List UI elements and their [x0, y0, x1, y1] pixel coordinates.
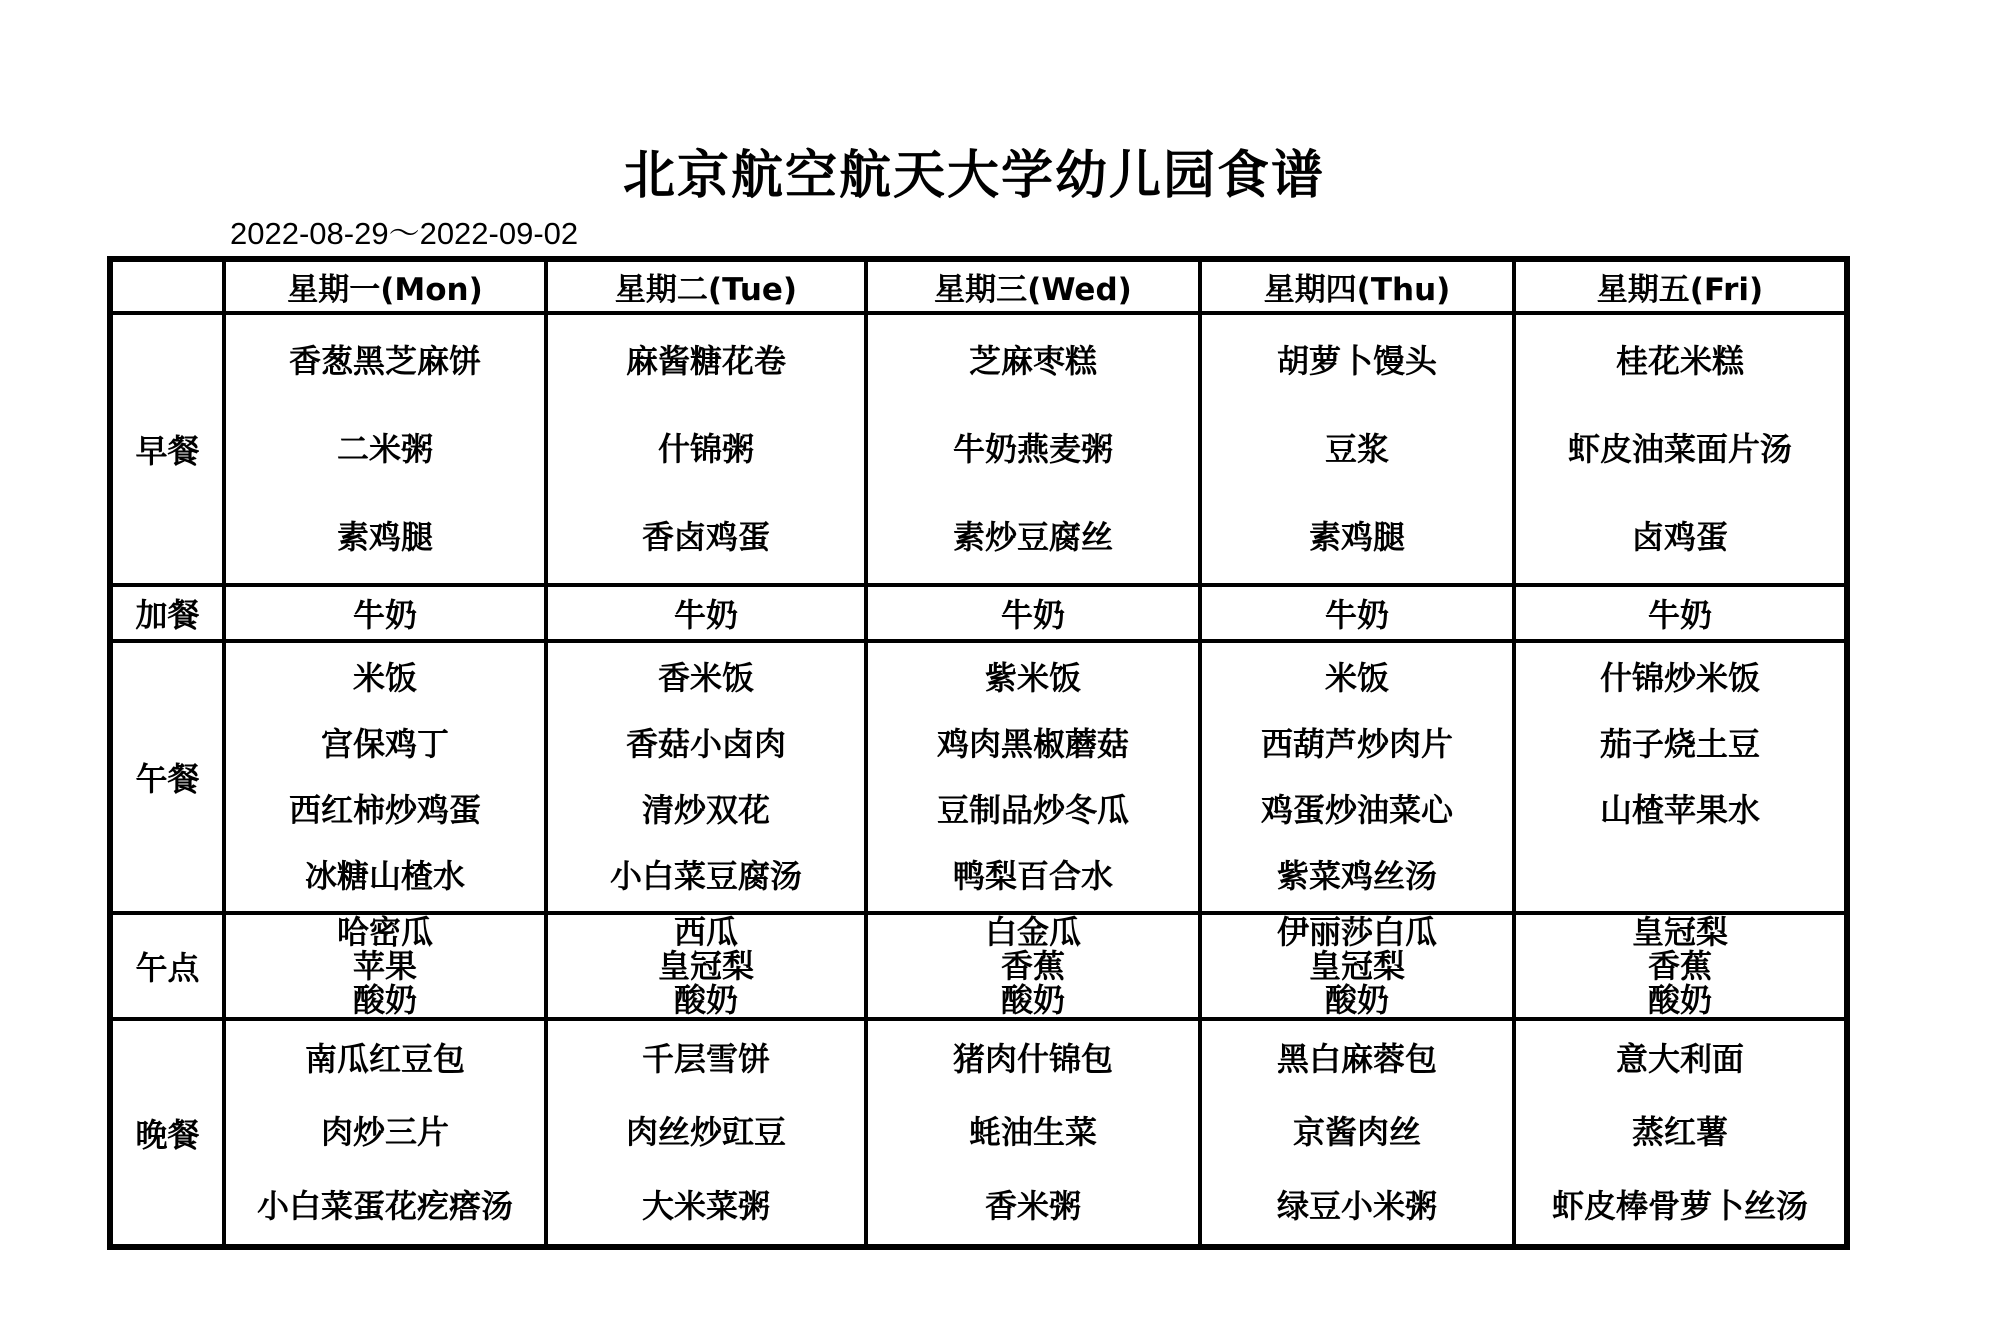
meal-label-lunch: 午餐 — [110, 641, 224, 913]
dish: 皇冠梨 — [1631, 913, 1728, 951]
dish: 肉炒三片 — [320, 1113, 449, 1152]
menu-cell — [1514, 641, 1847, 913]
menu-cell — [546, 1019, 866, 1247]
table-row — [110, 585, 1847, 641]
dish: 虾皮油菜面片汤 — [1567, 430, 1792, 468]
dish: 哈密瓜 — [336, 913, 433, 951]
menu-cell — [866, 913, 1200, 1019]
table-row — [110, 313, 1847, 585]
dish: 米饭 — [352, 659, 417, 697]
dish: 白金瓜 — [984, 913, 1081, 951]
menu-cell — [866, 1019, 1200, 1247]
dish: 酸奶 — [673, 981, 738, 1019]
dish: 皇冠梨 — [657, 947, 754, 985]
dish: 素鸡腿 — [1308, 518, 1405, 556]
dish: 香菇小卤肉 — [625, 725, 786, 763]
menu-cell — [1514, 1019, 1847, 1247]
menu-cell — [866, 313, 1200, 585]
dish: 蒸红薯 — [1631, 1113, 1728, 1152]
dish: 绿豆小米粥 — [1276, 1186, 1437, 1225]
menu-cell — [1200, 1019, 1514, 1247]
menu-cell: 牛奶 — [546, 585, 866, 641]
menu-cell — [866, 641, 1200, 913]
dish: 什锦炒米饭 — [1599, 659, 1760, 697]
dish: 香葱黑芝麻饼 — [288, 342, 481, 380]
meal-label-dinner: 晚餐 — [110, 1019, 224, 1247]
day-header: 星期四(Thu) — [1200, 259, 1514, 313]
dish: 桂花米糕 — [1615, 342, 1744, 380]
date-range: 2022-08-29～2022-09-02 — [230, 216, 579, 251]
dish: 酸奶 — [1000, 981, 1065, 1019]
dish: 牛奶燕麦粥 — [952, 430, 1113, 468]
dish: 猪肉什锦包 — [952, 1040, 1113, 1079]
dish: 意大利面 — [1615, 1040, 1744, 1079]
dish: 山楂苹果水 — [1599, 791, 1760, 829]
dish: 香米粥 — [984, 1186, 1081, 1225]
menu-table — [107, 256, 1850, 1250]
meal-label-breakfast: 早餐 — [110, 313, 224, 585]
menu-cell: 牛奶 — [1514, 585, 1847, 641]
menu-cell — [546, 641, 866, 913]
menu-cell — [224, 313, 546, 585]
table-header-row — [110, 259, 1847, 313]
table-row — [110, 641, 1847, 913]
day-header: 星期三(Wed) — [866, 259, 1200, 313]
dish: 卤鸡蛋 — [1631, 518, 1728, 556]
dish: 冰糖山楂水 — [304, 857, 465, 895]
menu-cell — [224, 1019, 546, 1247]
menu-cell — [1200, 313, 1514, 585]
menu-cell — [224, 913, 546, 1019]
dish: 鸭梨百合水 — [952, 857, 1113, 895]
menu-cell — [1514, 913, 1847, 1019]
dish: 肉丝炒豇豆 — [625, 1113, 786, 1152]
menu-cell — [1514, 313, 1847, 585]
dish: 京酱肉丝 — [1292, 1113, 1421, 1152]
menu-cell — [546, 913, 866, 1019]
dish: 千层雪饼 — [641, 1040, 770, 1079]
dish: 香卤鸡蛋 — [641, 518, 770, 556]
menu-cell — [1200, 913, 1514, 1019]
page-title: 北京航空航天大学幼儿园食谱 — [622, 146, 1325, 206]
dish: 鸡蛋炒油菜心 — [1260, 791, 1453, 829]
menu-cell: 牛奶 — [1200, 585, 1514, 641]
dish: 香蕉 — [1000, 947, 1065, 985]
dish: 西红柿炒鸡蛋 — [288, 791, 481, 829]
dish: 芝麻枣糕 — [968, 342, 1097, 380]
dish: 酸奶 — [1647, 981, 1712, 1019]
dish: 香米饭 — [657, 659, 754, 697]
dish: 西瓜 — [673, 913, 738, 951]
dish: 酸奶 — [352, 981, 417, 1019]
dish: 酸奶 — [1324, 981, 1389, 1019]
corner-cell — [110, 259, 224, 313]
day-header: 星期一(Mon) — [224, 259, 546, 313]
menu-cell — [224, 641, 546, 913]
meal-label-extra: 加餐 — [110, 585, 224, 641]
dish: 素鸡腿 — [336, 518, 433, 556]
day-header: 星期二(Tue) — [546, 259, 866, 313]
dish: 清炒双花 — [641, 791, 770, 829]
dish: 米饭 — [1324, 659, 1389, 697]
dish: 小白菜蛋花疙瘩汤 — [256, 1186, 513, 1225]
dish: 西葫芦炒肉片 — [1260, 725, 1453, 763]
dish: 黑白麻蓉包 — [1276, 1040, 1437, 1079]
dish: 二米粥 — [336, 430, 433, 468]
dish: 大米菜粥 — [641, 1186, 770, 1225]
dish: 小白菜豆腐汤 — [609, 857, 802, 895]
dish: 苹果 — [352, 947, 417, 985]
dish: 豆浆 — [1324, 430, 1389, 468]
dish: 南瓜红豆包 — [304, 1040, 465, 1079]
dish: 茄子烧土豆 — [1599, 725, 1760, 763]
dish: 什锦粥 — [657, 430, 754, 468]
table-row — [110, 1019, 1847, 1247]
dish: 麻酱糖花卷 — [625, 342, 786, 380]
dish: 虾皮棒骨萝卜丝汤 — [1551, 1186, 1808, 1225]
menu-cell — [546, 313, 866, 585]
dish: 宫保鸡丁 — [320, 725, 449, 763]
dish: 素炒豆腐丝 — [952, 518, 1113, 556]
dish: 伊丽莎白瓜 — [1276, 913, 1437, 951]
dish: 豆制品炒冬瓜 — [936, 791, 1129, 829]
menu-cell: 牛奶 — [866, 585, 1200, 641]
dish: 皇冠梨 — [1308, 947, 1405, 985]
dish: 紫米饭 — [984, 659, 1081, 697]
day-header: 星期五(Fri) — [1514, 259, 1847, 313]
dish: 紫菜鸡丝汤 — [1276, 857, 1437, 895]
table-row — [110, 913, 1847, 1019]
dish: 蚝油生菜 — [968, 1113, 1097, 1152]
menu-cell — [1200, 641, 1514, 913]
dish: 香蕉 — [1647, 947, 1712, 985]
dish: 胡萝卜馒头 — [1276, 342, 1437, 380]
dish: 鸡肉黑椒蘑菇 — [936, 725, 1129, 763]
meal-label-snack: 午点 — [110, 913, 224, 1019]
menu-cell: 牛奶 — [224, 585, 546, 641]
